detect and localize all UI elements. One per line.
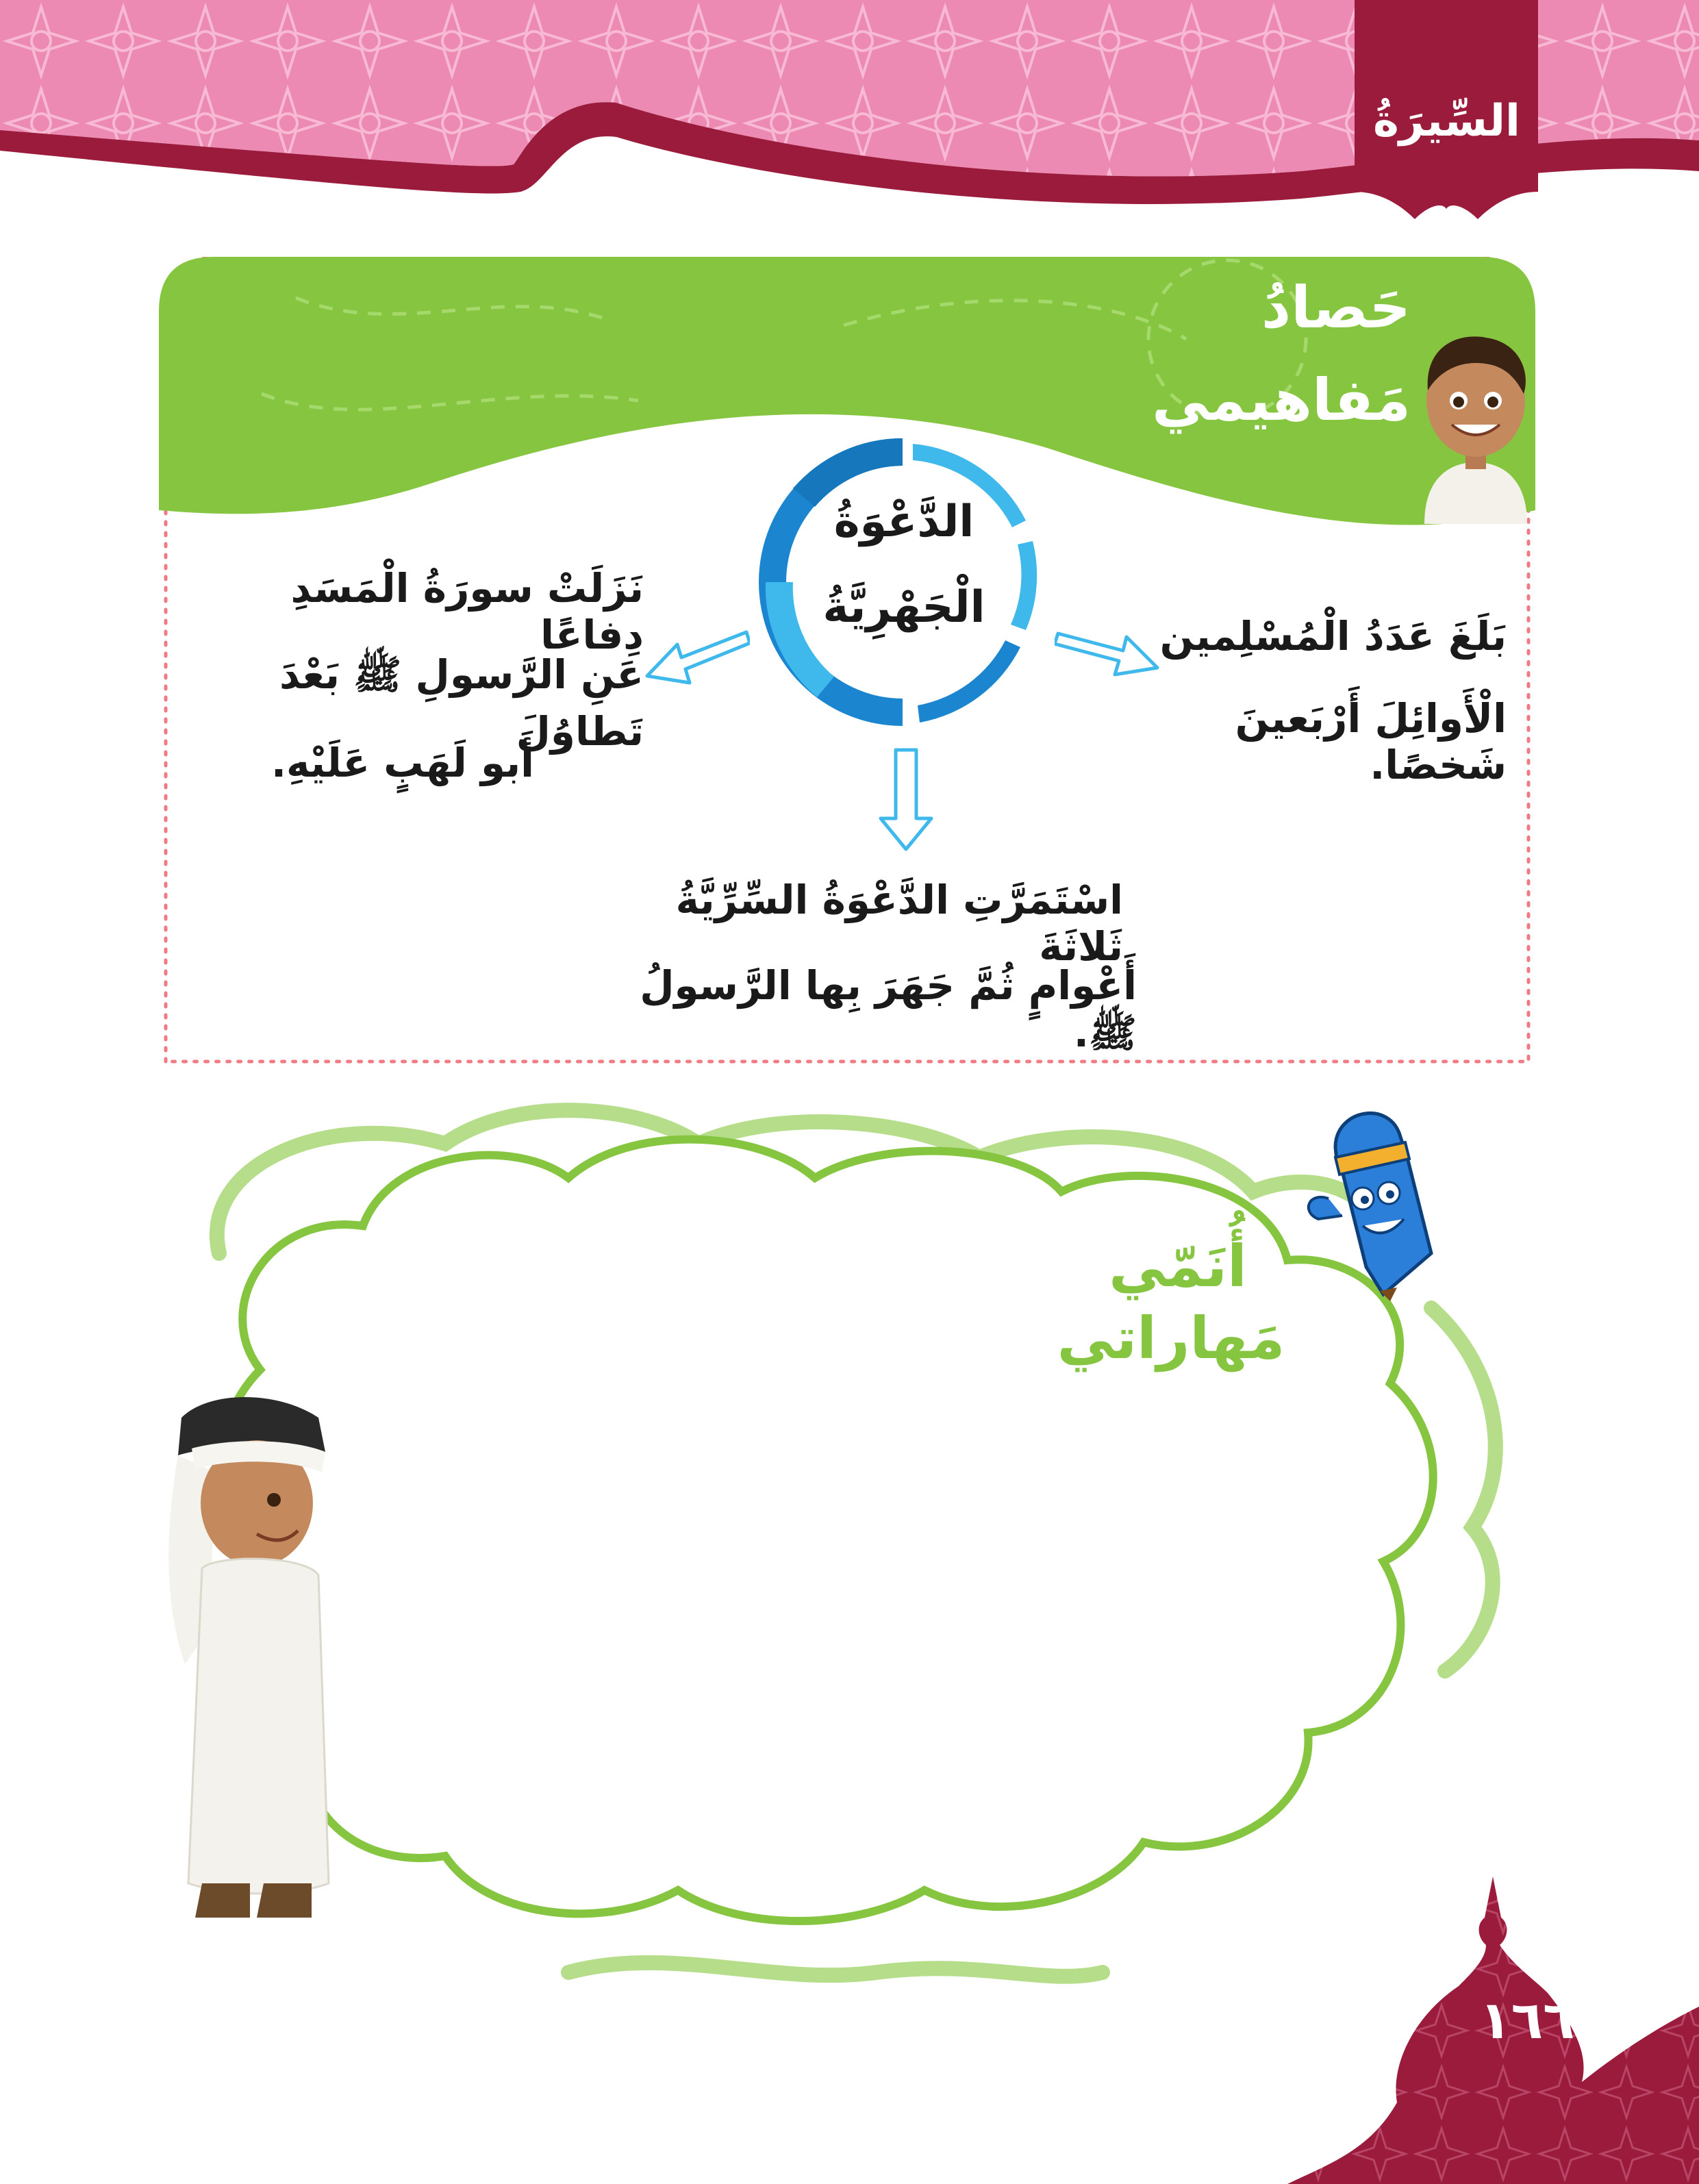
concepts-title-line2: مَفاهيمي — [1152, 366, 1411, 434]
concepts-title-line1: حَصادُ — [1261, 274, 1411, 341]
left-concept-line1: نَزَلَتْ سورَةُ الْمَسَدِ دِفاعًا — [290, 565, 644, 658]
arrow-to-left-text — [640, 620, 750, 688]
boy-avatar — [1411, 325, 1541, 524]
pencil-mascot — [1287, 1096, 1452, 1301]
bottom-concept-line1: اسْتَمَرَّتِ الدَّعْوَةُ السِّرِّيَّةُ ثَلاثَةَ — [675, 877, 1123, 970]
arrow-to-bottom-text — [875, 746, 937, 856]
chapter-tab-title: السِّيرَةُ — [1373, 96, 1520, 147]
right-concept-line1: بَلَغَ عَدَدُ الْمُسْلِمين — [1159, 613, 1507, 660]
right-concept-line2: الْأَوائِلَ أَرْبَعينَ شَخصًا. — [1235, 695, 1507, 788]
skills-title-line1: أُنَمّي — [1109, 1233, 1247, 1300]
bottom-concept-line2: أَعْوامٍ ثُمَّ جَهَرَ بِها الرَّسولُ ﷺ. — [640, 962, 1137, 1056]
left-concept-line3: أَبو لَهَبٍ عَلَيْهِ. — [270, 740, 534, 786]
skills-title-line2: مَهاراتي — [1057, 1305, 1285, 1372]
left-concept-line2: عَنِ الرَّسولِ ﷺ بَعْدَ تَطاوُلَ — [279, 651, 644, 755]
boy-in-thobe-illustration — [154, 1390, 346, 1945]
center-title-line2: الْجَهْرِيَّةُ — [822, 582, 985, 633]
center-title-line1: الدَّعْوَةُ — [833, 497, 974, 547]
page-number: ١٦٦ — [1479, 1990, 1575, 2050]
